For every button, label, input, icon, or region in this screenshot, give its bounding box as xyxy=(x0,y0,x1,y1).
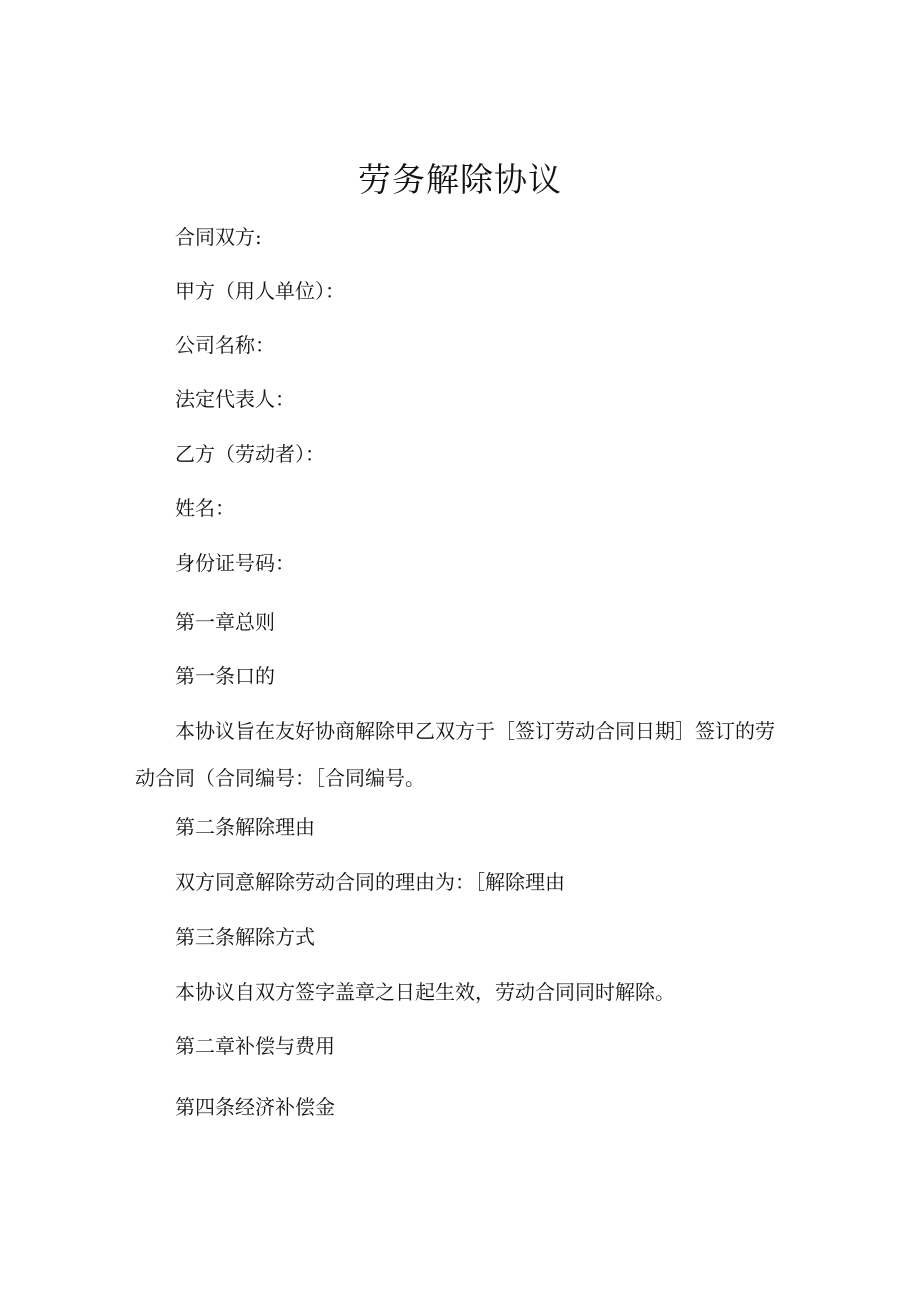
name-label: 姓名： xyxy=(175,496,235,520)
legal-representative-label: 法定代表人： xyxy=(175,387,295,411)
company-name-label: 公司名称： xyxy=(175,333,275,357)
document-title: 劳务解除协议 xyxy=(358,160,562,199)
article-2-text: 双方同意解除劳动合同的理由为：［解除理由 xyxy=(175,870,565,894)
article-2-title: 第二条解除理由 xyxy=(175,815,315,839)
article-1-title: 第一条口的 xyxy=(175,664,275,688)
article-4-title: 第四条经济补偿金 xyxy=(175,1095,335,1119)
parties-intro: 合同双方: xyxy=(175,225,262,249)
article-3-text: 本协议自双方签字盖章之日起生效，劳动合同同时解除。 xyxy=(175,980,675,1004)
party-a-label: 甲方（用人单位）： xyxy=(175,279,345,303)
id-number-label: 身份证号码： xyxy=(175,551,295,575)
article-1-text: 本协议旨在友好协商解除甲乙双方于［签订劳动合同日期］签订的劳动合同（合同编号：［合同编号。 xyxy=(135,719,775,790)
chapter-1-heading: 第一章总则 xyxy=(175,610,275,634)
party-b-label: 乙方（劳动者）： xyxy=(175,442,325,466)
chapter-2-heading: 第二章补偿与费用 xyxy=(175,1034,335,1058)
article-3-title: 第三条解除方式 xyxy=(175,925,315,949)
